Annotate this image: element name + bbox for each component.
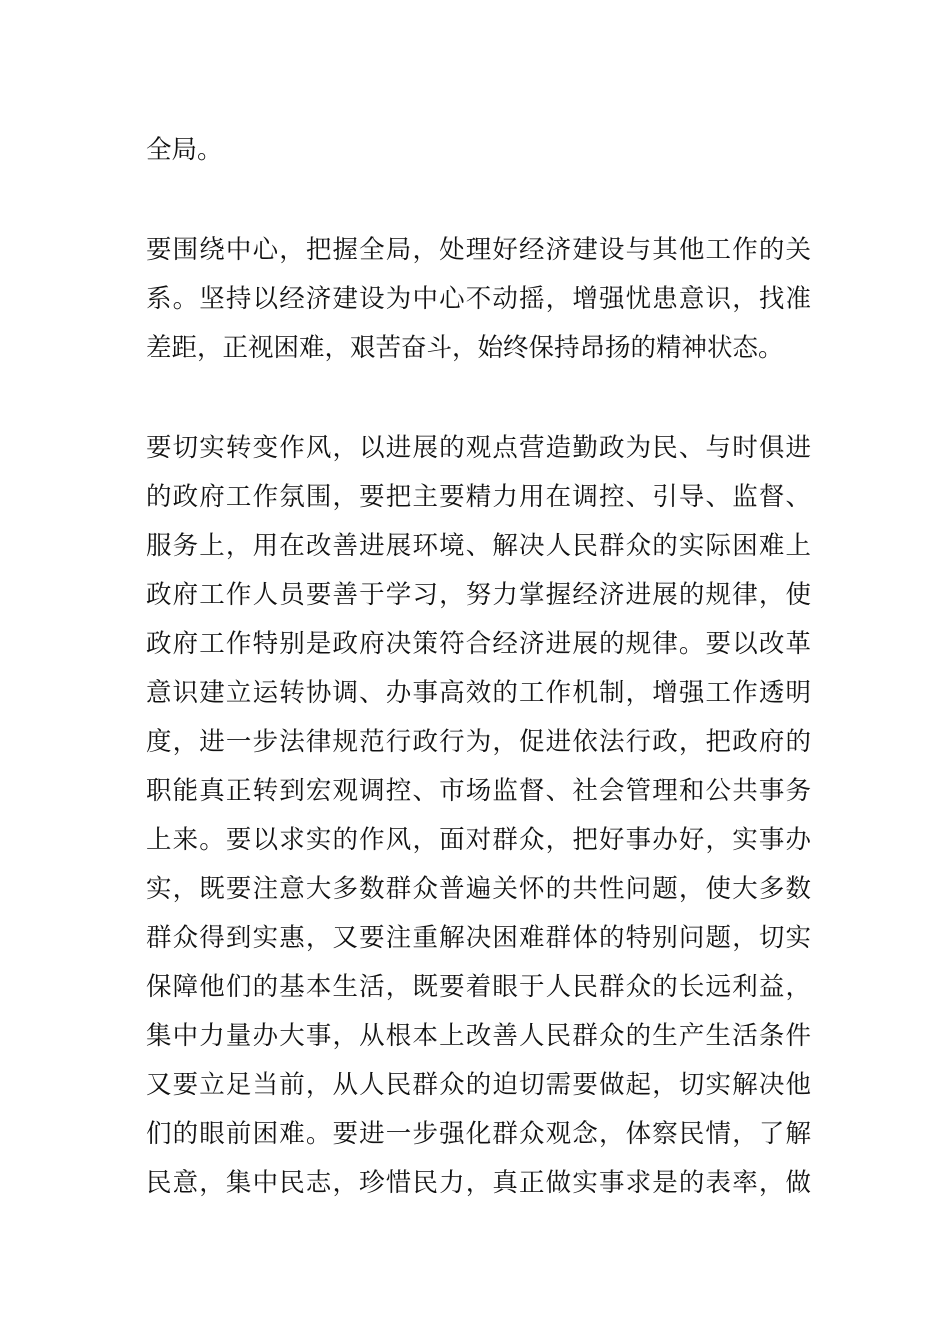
text-line: 差距，正视困难，艰苦奋斗，始终保持昂扬的精神状态。 — [146, 333, 784, 363]
text-line: 又要立足当前，从人民群众的迫切需要做起，切实解决他 — [146, 1070, 811, 1100]
text-line: 系。坚持以经济建设为中心不动摇，增强忧患意识，找准 — [146, 284, 811, 314]
text-line: 全局。 — [146, 135, 223, 165]
text-line: 度，进一步法律规范行政行为，促进依法行政，把政府的 — [146, 727, 811, 757]
text-line: 要围绕中心，把握全局，处理好经济建设与其他工作的关 — [146, 235, 811, 265]
text-line: 群众得到实惠，又要注重解决困难群体的特别问题，切实 — [146, 923, 811, 953]
paragraph-1 — [146, 126, 811, 175]
text-line: 服务上，用在改善进展环境、解决人民群众的实际困难上 — [146, 531, 811, 561]
text-line: 政府工作人员要善于学习，努力掌握经济进展的规律，使 — [146, 580, 811, 610]
text-line: 们的眼前困难。要进一步强化群众观念，体察民情，了解 — [146, 1119, 811, 1149]
paragraph-2 — [146, 226, 811, 373]
text-line: 实，既要注意大多数群众普遍关怀的共性问题，使大多数 — [146, 874, 811, 904]
text-line: 民意，集中民志，珍惜民力，真正做实事求是的表率，做 — [146, 1168, 811, 1198]
text-line: 保障他们的基本生活，既要着眼于人民群众的长远利益， — [146, 972, 811, 1002]
text-line: 政府工作特别是政府决策符合经济进展的规律。要以改革 — [146, 629, 811, 659]
text-line — [146, 1208, 811, 1257]
paragraph-3 — [146, 424, 811, 1257]
text-line: 职能真正转到宏观调控、市场监督、社会管理和公共事务 — [146, 776, 811, 806]
text-line: 要切实转变作风，以进展的观点营造勤政为民、与时俱进 — [146, 433, 811, 463]
text-line: 集中力量办大事，从根本上改善人民群众的生产生活条件 — [146, 1021, 811, 1051]
text-line: 上来。要以求实的作风，面对群众，把好事办好，实事办 — [146, 825, 811, 855]
text-line: 的政府工作氛围，要把主要精力用在调控、引导、监督、 — [146, 482, 811, 512]
text-line: 意识建立运转协调、办事高效的工作机制，增强工作透明 — [146, 678, 811, 708]
